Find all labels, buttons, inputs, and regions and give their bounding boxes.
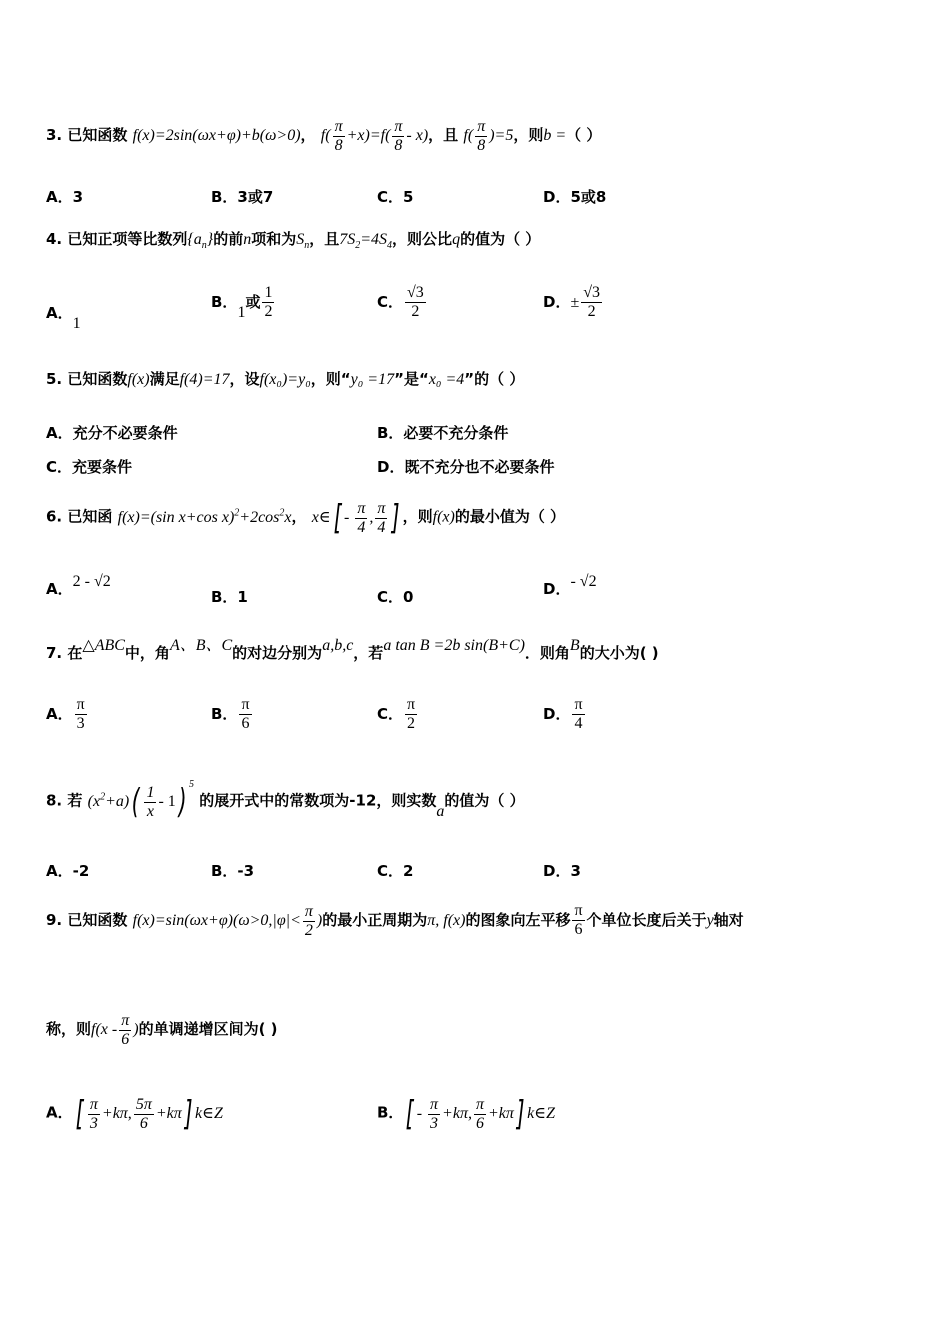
q7-c-label: C． [377, 705, 404, 723]
q7-d-frac [572, 696, 584, 733]
q8-frac-num: 1 [146, 783, 155, 801]
q4-S-sub: n [304, 240, 310, 252]
q4-number: 4. [46, 230, 63, 248]
q4-b-den: 2 [264, 303, 273, 320]
q9-text-7: 的单调递增区间为( ) [138, 1020, 278, 1039]
q7-text-1: 在 [67, 644, 83, 662]
q5-text-3: ，设 [229, 370, 260, 388]
q4-a-value: 1 [72, 315, 81, 332]
q6-text-4: 的最小值为（ ） [454, 507, 566, 526]
q9-a-end: +kπ [155, 1104, 182, 1122]
q4-eq [339, 231, 393, 252]
q8-e1: (x [87, 792, 101, 810]
q8-text-2: 的展开式中的常数项为-12，则实数 [199, 791, 437, 810]
q7-b-den: 6 [241, 715, 250, 732]
question-8 [46, 779, 525, 822]
q9-option-b[interactable] [377, 1094, 555, 1134]
q6-comma: , [369, 508, 374, 526]
q5-text-1: 已知函数 [67, 370, 128, 388]
q8-number: 8. [46, 791, 63, 810]
q6-frac-2 [375, 500, 387, 537]
q4-c-label: C． [377, 293, 404, 311]
q4-d-frac [581, 284, 602, 321]
q7-a-num: π [76, 696, 85, 713]
q7-d-num: π [574, 696, 583, 713]
q4-text-4: ，且 [309, 230, 340, 248]
q7-text-4: ，若 [353, 644, 384, 662]
q3-cond2 [463, 118, 514, 154]
q5-text-6: ”的（ ） [464, 370, 525, 388]
q9-g [91, 1012, 139, 1048]
q9-option-a[interactable] [46, 1094, 223, 1134]
q6-sq2: 2 [279, 507, 285, 519]
q8-frac-den: x [146, 802, 154, 820]
q7-a-den: 3 [76, 715, 85, 732]
q7-text-5: ．则角 [524, 644, 570, 662]
q7-b-frac [239, 696, 251, 733]
q5-cond3: y₀ =17 [350, 371, 395, 388]
q4-eq-1: 7S [339, 231, 356, 248]
q6-left-bracket: [ [333, 498, 342, 538]
q6-frac-den: 4 [357, 518, 366, 536]
q6-option-c[interactable]: C．0 [377, 588, 414, 606]
q5-option-a[interactable]: A．充分不必要条件 [46, 424, 178, 442]
q3-frac-pi8-a [333, 118, 345, 155]
q4-b-frac [262, 284, 274, 321]
q9-frac-pi6-b [119, 1012, 131, 1049]
q4-d-label: D． [543, 293, 571, 311]
q8-minus-1: - 1 [158, 792, 176, 810]
q9-frac-num: π [304, 902, 313, 920]
q3-option-a[interactable]: A．3 [46, 188, 84, 206]
q5-cond4: x₀ =4 [428, 371, 465, 388]
question-9 [46, 902, 744, 940]
q9-a-frac-2 [134, 1096, 154, 1133]
q3-text-1: 已知函数 [67, 126, 128, 145]
q5-cond1: f(4)=17 [179, 371, 230, 388]
q4-option-c[interactable] [377, 284, 428, 321]
q6-a-value: 2 - √2 [72, 573, 111, 590]
q6-f-2: +2cos [239, 508, 280, 526]
q6-function [118, 509, 292, 526]
q6-text-2: ， [291, 507, 307, 526]
q8-e1-sup: 2 [100, 791, 106, 803]
q7-angles: A、B、C [169, 637, 233, 654]
question-3 [46, 118, 601, 155]
q3-option-d[interactable]: D．5或8 [543, 188, 607, 206]
q8-frac [144, 784, 156, 821]
q5-fx: f(x) [127, 371, 150, 388]
q6-fx: f(x) [432, 508, 455, 526]
q9-a-k: k∈Z [195, 1104, 223, 1122]
q4-text-2: 的前 [213, 230, 244, 248]
q5-text-2: 满足 [149, 370, 180, 388]
q9-frac-den: 2 [304, 921, 313, 939]
q4-option-b[interactable] [211, 284, 276, 321]
q4-Sn [296, 231, 310, 252]
q6-domain [311, 498, 403, 538]
q9-text-4: 个单位长度后关于 [586, 911, 707, 929]
q3-option-b[interactable]: B．3或7 [211, 188, 274, 206]
q4-seq-a: a [193, 231, 202, 248]
q9-b-den-1: 3 [430, 1114, 439, 1132]
q4-seq-sub: n [201, 240, 207, 252]
q6-right-bracket: ] [391, 498, 400, 538]
q6-frac-den: 4 [377, 518, 386, 536]
q6-option-a[interactable] [46, 573, 111, 599]
q9-b-k: k∈Z [527, 1104, 556, 1122]
q7-option-b[interactable] [211, 696, 254, 733]
q6-frac-1 [355, 500, 367, 537]
q9-period: π, f(x) [427, 912, 466, 929]
q9-b-label: B． [377, 1103, 404, 1122]
q9-a-frac-1 [88, 1096, 100, 1133]
q9-g-1: f(x - [91, 1021, 118, 1039]
q9-b-interval [403, 1094, 556, 1134]
q8-a: a [436, 802, 445, 820]
q3-frac-num: π [477, 118, 486, 135]
q5-option-c[interactable]: C．充要条件 [46, 458, 133, 476]
q3-text-2: ，则 [513, 126, 544, 145]
q7-a-label: A． [46, 705, 73, 723]
q9-b-right-bracket: ] [516, 1094, 525, 1134]
q9-b-den-2: 6 [475, 1114, 484, 1132]
q3-cond2-a: f( [463, 127, 474, 145]
q8-option-b[interactable]: B．-3 [211, 862, 255, 880]
q7-c-frac [405, 696, 417, 733]
q4-c-den: 2 [411, 303, 420, 320]
q7-option-a[interactable] [46, 696, 89, 733]
q8-right-paren: ) [178, 782, 187, 822]
q3-b-expr: b = [543, 127, 567, 145]
q9-b-left-bracket: [ [406, 1094, 415, 1134]
q7-option-d[interactable] [543, 696, 587, 733]
q9-frac-pi6 [572, 902, 584, 939]
q9-text-6: 称，则 [46, 1020, 92, 1039]
q7-triangle: △ABC [82, 637, 125, 654]
q9-b-frac-1 [428, 1096, 440, 1133]
q9-b-num-1: π [430, 1095, 439, 1113]
q7-sides: a,b,c [322, 637, 354, 654]
q9-frac-pi2 [303, 903, 315, 940]
q4-d-den: 2 [587, 303, 596, 320]
q3-frac-den: 8 [394, 137, 403, 154]
q7-d-den: 4 [574, 715, 583, 732]
q8-text-3: 的值为（ ） [444, 791, 525, 810]
q3-frac-pi8-c [475, 118, 487, 155]
q4-option-a[interactable] [46, 302, 81, 332]
q4-c-frac [405, 284, 426, 321]
q9-frac-den: 6 [574, 921, 583, 938]
q6-f-1: f(x)=(sin x+cos x) [117, 508, 235, 526]
q4-b-value-1: 1 [237, 304, 246, 321]
q9-number: 9. [46, 911, 63, 929]
q9-a-left-bracket: [ [75, 1094, 84, 1134]
q5-text-5: ”是“ [394, 370, 429, 388]
q9-b-mid: +kπ, [442, 1104, 472, 1122]
q9-text-2: 的最小正周期为 [322, 911, 428, 929]
q5-number: 5. [46, 370, 63, 388]
q9-a-label: A． [46, 1103, 73, 1122]
q9-y: y [706, 912, 714, 929]
q9-b-num-2: π [475, 1095, 484, 1113]
q4-d-pm: ± [570, 294, 580, 311]
q4-b-label: B． [211, 293, 238, 311]
q3-frac-pi8-b [392, 118, 404, 155]
q3-cond2-b: )=5 [489, 127, 514, 145]
q7-b-label: B． [211, 705, 238, 723]
q6-minus: - [343, 508, 354, 526]
q3-cond1-a: f( [320, 127, 331, 145]
q4-seq: $\{a_n\}$ [187, 231, 214, 252]
q9-text-1: 已知函数 [67, 911, 128, 929]
q9-frac-num: π [121, 1012, 130, 1029]
q7-c-den: 2 [407, 715, 416, 732]
q4-text-6: 的值为（ ） [460, 230, 541, 248]
q6-text-1: 已知函 [67, 507, 113, 526]
q9-a-den-2: 6 [139, 1114, 148, 1132]
q7-c-num: π [407, 696, 416, 713]
q4-n: n [243, 231, 252, 248]
q8-e1-b: +a) [105, 792, 130, 810]
q9-a-num-2: 5π [135, 1095, 152, 1113]
q9-frac-den: 6 [121, 1031, 130, 1048]
q4-eq-4: 4 [387, 240, 393, 252]
q7-text-6: 的大小为( ) [579, 644, 659, 662]
q9-f: f(x)=sin(ωx+φ)(ω>0,|φ|< [132, 912, 301, 929]
q7-a-frac [75, 696, 87, 733]
q8-power: 5 [189, 779, 195, 791]
question-6 [46, 498, 565, 538]
q6-option-b[interactable]: B．1 [211, 588, 248, 606]
q3-option-c[interactable]: C．5 [377, 188, 414, 206]
q3-cond1-b: +x)=f( [346, 127, 391, 145]
q3-frac-den: 8 [477, 137, 486, 154]
q7-text-2: 中，角 [124, 644, 170, 662]
q4-q: q [452, 231, 461, 248]
q9-frac-num: π [574, 902, 583, 919]
q6-dom: x∈ [311, 508, 331, 526]
q3-sep1: ， [300, 126, 316, 145]
q8-option-d[interactable]: D．3 [543, 862, 581, 880]
question-9-line-2 [46, 1012, 278, 1049]
q9-text-3: 的图象向左平移 [465, 911, 571, 929]
q3-frac-num: π [334, 118, 343, 135]
q4-text-3: 项和为 [251, 230, 297, 248]
q4-b-num: 1 [264, 284, 273, 301]
q9-close: ) [316, 912, 323, 929]
q8-option-a[interactable]: A．-2 [46, 862, 90, 880]
q6-frac-num: π [377, 499, 386, 517]
q9-b-frac-2 [474, 1096, 486, 1133]
q3-frac-den: 8 [334, 137, 343, 154]
q9-a-mid: +kπ, [101, 1104, 132, 1122]
q5-option-d[interactable]: D．既不充分也不必要条件 [377, 458, 555, 476]
q8-text-1: 若 [67, 791, 83, 810]
q9-function [132, 902, 323, 939]
q3-function: f(x)=2sin(ωx+φ)+b(ω>0) [132, 127, 301, 145]
question-7 [46, 637, 659, 663]
q4-eq-3: =4S [360, 231, 388, 248]
q4-S: S [296, 231, 305, 248]
q7-number: 7. [46, 644, 63, 662]
q9-text-5: 轴对 [713, 911, 744, 929]
q6-f-3: x [284, 508, 292, 526]
q9-a-den-1: 3 [89, 1114, 98, 1132]
q4-text-5: ，则公比 [392, 230, 453, 248]
q7-equation: a tan B =2b sin(B+C) [383, 637, 525, 654]
q7-d-label: D． [543, 705, 571, 723]
q8-expr [87, 779, 195, 822]
q4-text-1: 已知正项等比数列 [67, 230, 188, 248]
q4-option-d[interactable] [543, 284, 604, 321]
q5-cond2: f(x₀)=y₀ [259, 371, 311, 388]
q6-sq: 2 [234, 507, 240, 519]
q7-b-num: π [241, 696, 250, 713]
q6-d-value: - √2 [570, 573, 597, 590]
q7-option-c[interactable] [377, 696, 419, 733]
q7-text-3: 的对边分别为 [232, 644, 323, 662]
q3-cond1 [320, 118, 429, 154]
q3-frac-num: π [394, 118, 403, 135]
q4-b-or: 或 [245, 293, 261, 311]
q3-number: 3. [46, 126, 63, 145]
q8-left-paren: ( [131, 782, 140, 822]
q6-number: 6. [46, 507, 63, 526]
q6-option-d[interactable] [543, 573, 597, 599]
q6-frac-num: π [357, 499, 366, 517]
q6-text-3: ，则 [402, 507, 433, 526]
q3-cond1-c: - x) [406, 127, 429, 145]
q7-angle-b: B [569, 637, 580, 654]
q9-a-num-1: π [89, 1095, 98, 1113]
q4-eq-2: 2 [355, 240, 361, 252]
q4-d-num: √3 [583, 284, 601, 301]
q8-option-c[interactable]: C．2 [377, 862, 414, 880]
q9-b-neg: - [416, 1104, 427, 1122]
q6-d-label: D． [543, 580, 571, 598]
q9-b-end: +kπ [487, 1104, 514, 1122]
q5-option-b[interactable]: B．必要不充分条件 [377, 424, 509, 442]
question-4 [46, 228, 540, 251]
q3-answer-blank: （ ） [566, 126, 602, 145]
q3-sep2: ，且 [428, 126, 459, 145]
q4-a-label: A． [46, 304, 73, 322]
question-5 [46, 368, 524, 389]
q9-g-close: ) [133, 1021, 139, 1039]
q9-a-right-bracket: ] [184, 1094, 193, 1134]
q5-text-4: ，则“ [310, 370, 351, 388]
q4-c-num: √3 [407, 284, 424, 301]
q6-a-label: A． [46, 580, 73, 598]
